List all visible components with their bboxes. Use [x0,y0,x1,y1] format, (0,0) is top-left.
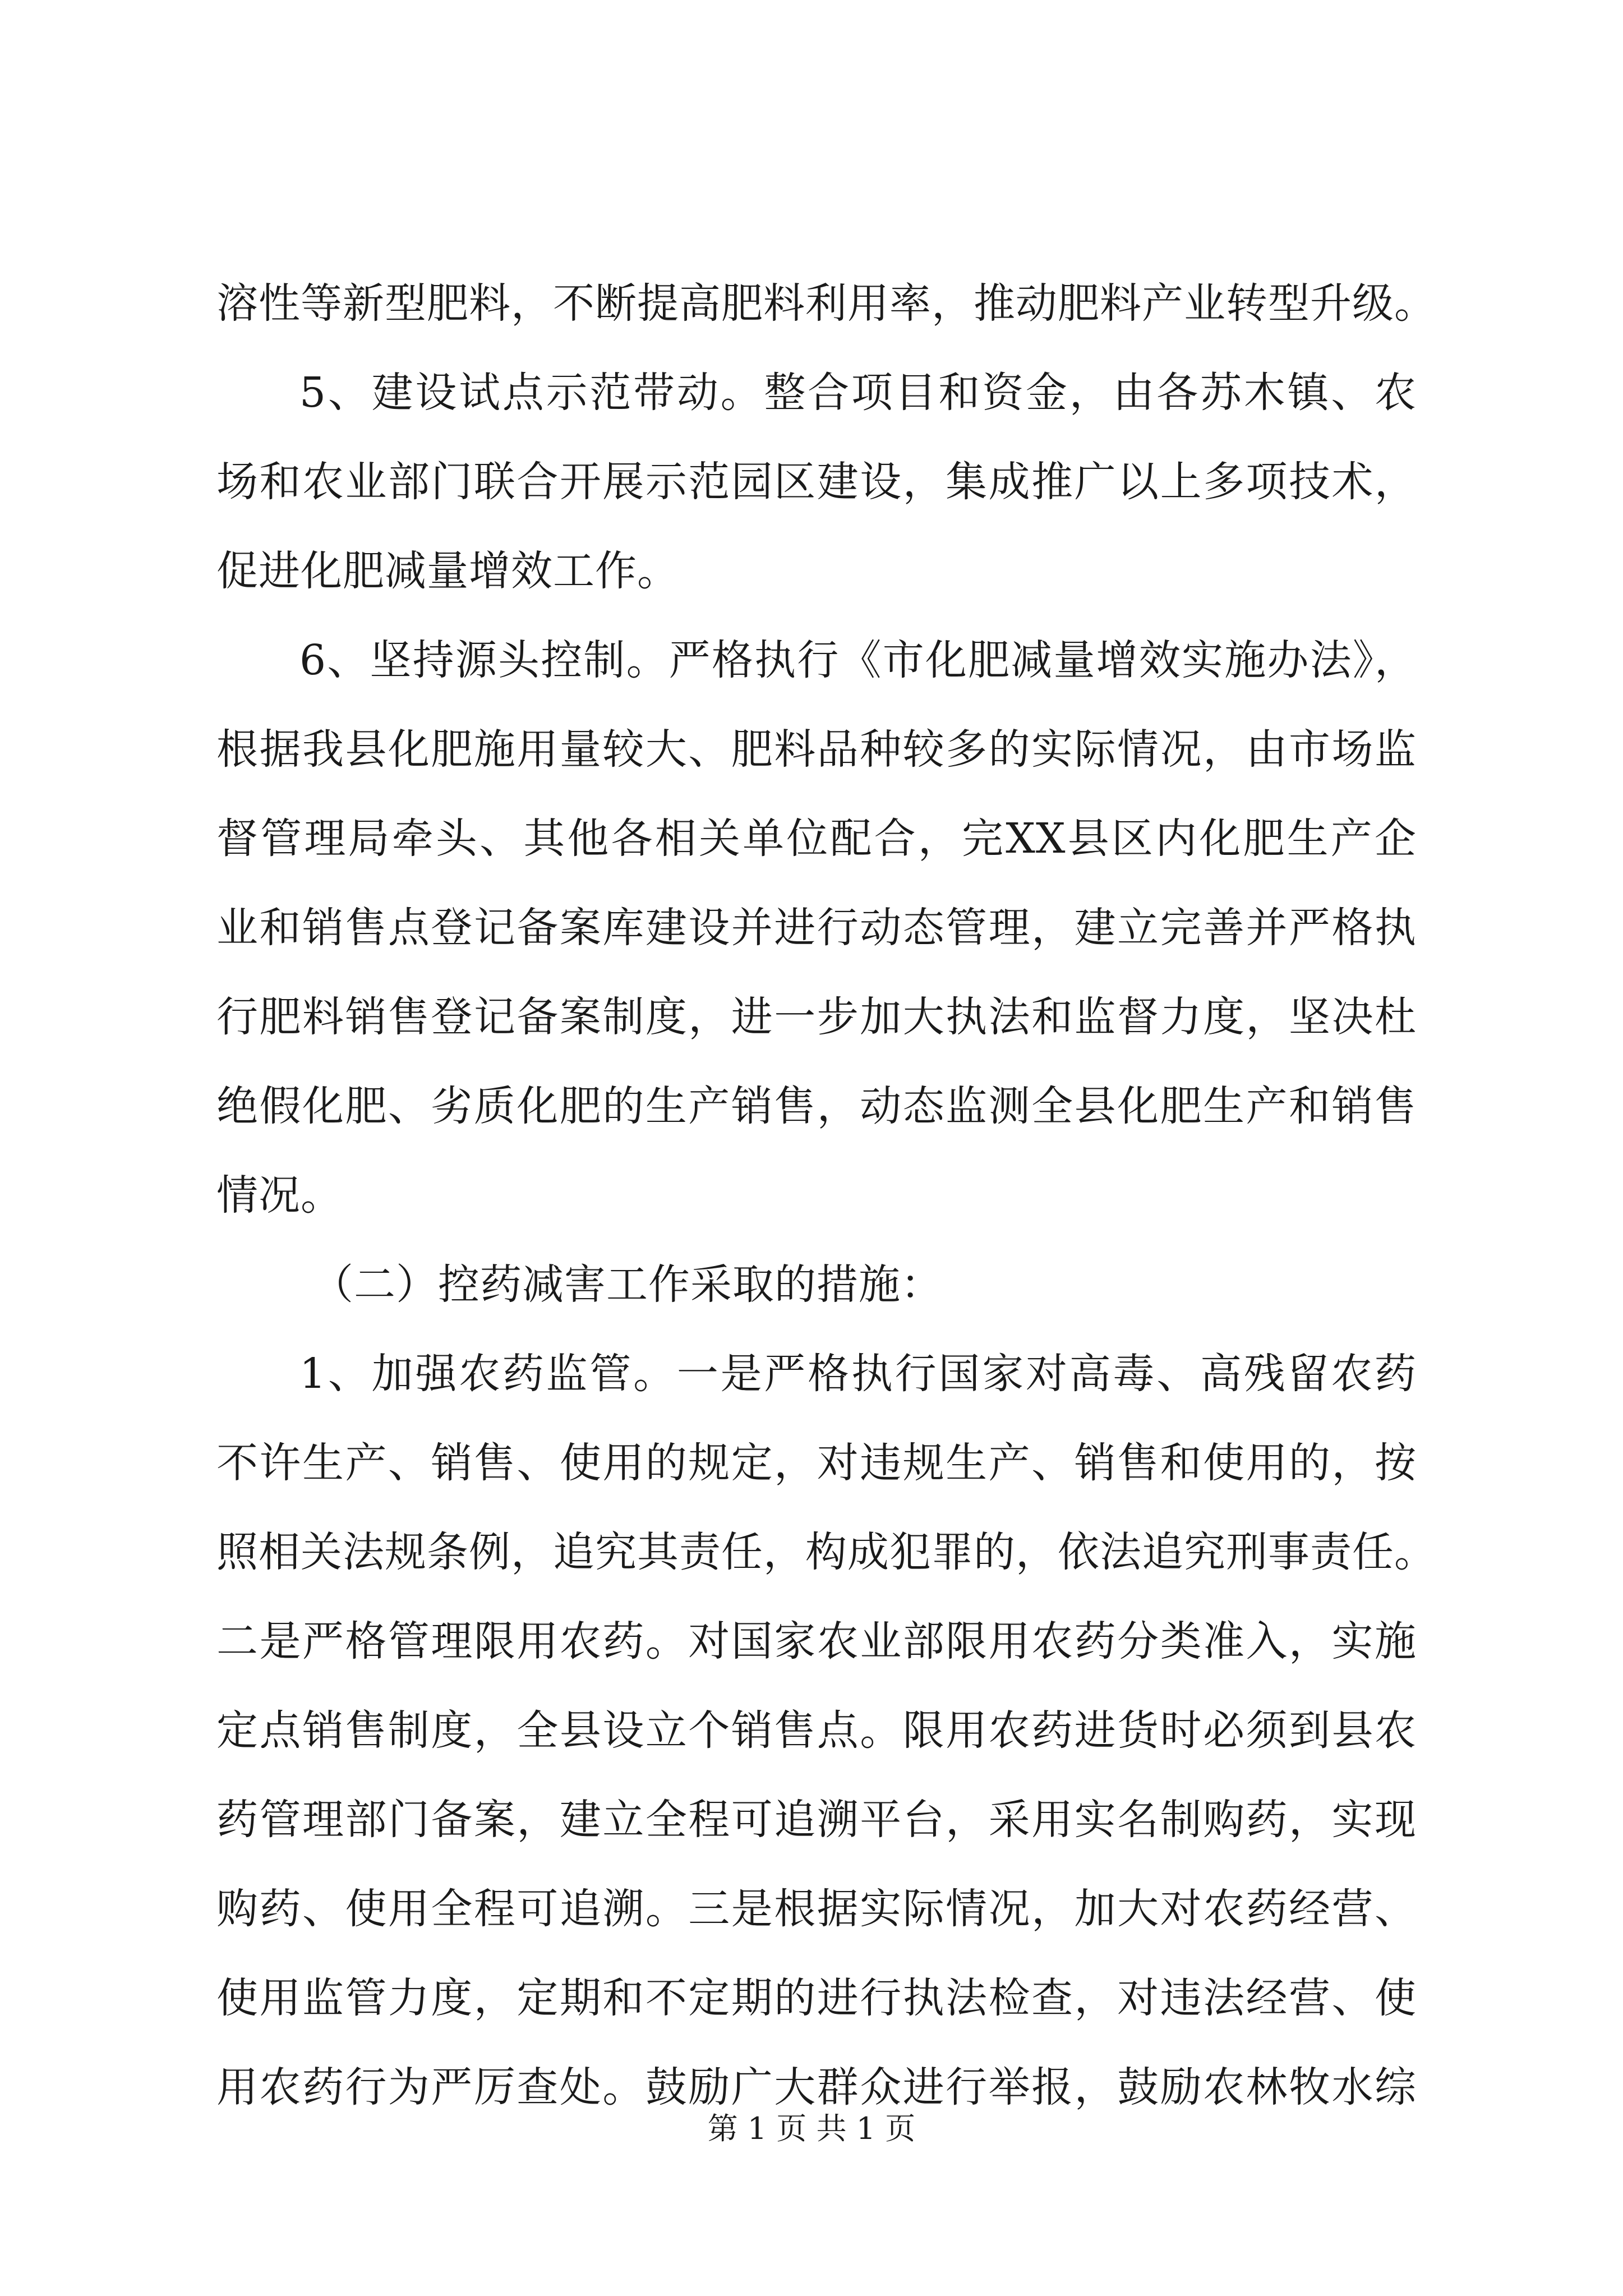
text-line: 溶性等新型肥料，不断提高肥料利用率，推动肥料产业转型升级。 [216,279,1436,328]
text-line: 购药、使用全程可追溯。三是根据实际情况，加大对农药经营、 [216,1885,1417,1933]
text-line: 根据我县化肥施用量较大、肥料品种较多的实际情况，由市场监 [216,725,1417,774]
text-line: 业和销售点登记备案库建设并进行动态管理，建立完善并严格执 [216,904,1417,952]
text-line: 二是严格管理限用农药。对国家农业部限用农药分类准入，实施 [216,1617,1417,1665]
page-footer: 第 1 页 共 1 页 [707,2111,916,2146]
text-line: 促进化肥减量增效工作。 [216,547,679,595]
text-line: 1、加强农药监管。一是严格执行国家对高毒、高残留农药 [299,1350,1417,1398]
text-line: 定点销售制度，全县设立个销售点。限用农药进货时必须到县农 [216,1706,1417,1755]
text-line: 照相关法规条例，追究其责任，构成犯罪的，依法追究刑事责任。 [216,1528,1436,1576]
text-line: 5、建设试点示范带动。整合项目和资金，由各苏木镇、农 [299,369,1417,417]
text-line: 场和农业部门联合开展示范园区建设，集成推广以上多项技术， [216,458,1417,506]
text-line: 药管理部门备案，建立全程可追溯平台，采用实名制购药，实现 [216,1796,1417,1844]
text-line: 绝假化肥、劣质化肥的生产销售，动态监测全县化肥生产和销售 [216,1082,1417,1130]
text-line: 情况。 [216,1171,343,1220]
body-text [216,259,1436,2132]
text-line: 使用监管力度，定期和不定期的进行执法检查，对违法经营、使 [216,1974,1417,2022]
section-heading: （二）控药减害工作采取的措施： [312,1260,943,1309]
text-line: 6、坚持源头控制。严格执行《市化肥减量增效实施办法》， [299,636,1417,684]
text-line: 用农药行为严厉查处。鼓励广大群众进行举报，鼓励农林牧水综 [216,2063,1417,2111]
text-line: 不许生产、销售、使用的规定，对违规生产、销售和使用的，按 [216,1439,1417,1487]
text-line: 督管理局牵头、其他各相关单位配合，完XX县区内化肥生产企 [216,815,1417,863]
text-line: 行肥料销售登记备案制度，进一步加大执法和监督力度，坚决杜 [216,993,1417,1041]
